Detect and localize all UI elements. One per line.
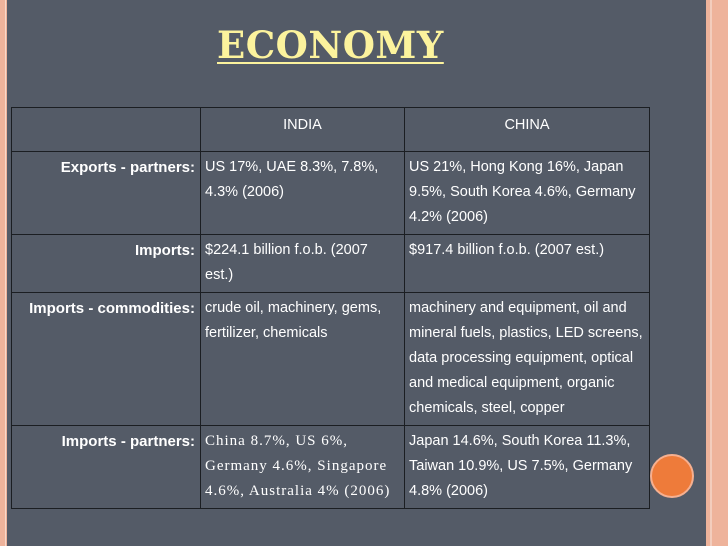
row-label: Imports - partners: [12,426,201,509]
table-row [12,152,650,235]
table-row [12,235,650,293]
india-cell: US 17%, UAE 8.3%, 7.8%, 4.3% (2006) [201,152,405,235]
row-label: Exports - partners: [12,152,201,235]
india-cell: crude oil, machinery, gems, fertilizer, chemicals [201,293,405,426]
india-cell: $224.1 billion f.o.b. (2007 est.) [201,235,405,293]
row-label: Imports: [12,235,201,293]
decorative-circle [650,454,694,498]
header-cell-china: CHINA [405,108,650,152]
right-edge-stripe [706,0,728,546]
china-cell: Japan 14.6%, South Korea 11.3%, Taiwan 10.9%, US 7.5%, Germany 4.8% (2006) [405,426,650,509]
economy-table [11,107,650,509]
china-cell: US 21%, Hong Kong 16%, Japan 9.5%, South Korea 4.6%, Germany 4.2% (2006) [405,152,650,235]
left-edge-stripe [0,0,7,546]
india-cell: China 8.7%, US 6%, Germany 4.6%, Singapore 4.6%, Australia 4% (2006) [201,426,405,509]
table-row [12,426,650,509]
header-cell-india: INDIA [201,108,405,152]
china-cell: $917.4 billion f.o.b. (2007 est.) [405,235,650,293]
slide-title: ECONOMY [217,23,444,67]
china-cell: machinery and equipment, oil and mineral fuels, plastics, LED screens, data processing equipment, optical and medical equipment, organic chemicals, steel, copper [405,293,650,426]
header-cell-empty [12,108,201,152]
slide [7,0,706,546]
row-label: Imports - commodities: [12,293,201,426]
table-row [12,293,650,426]
table-header-row [12,108,650,152]
